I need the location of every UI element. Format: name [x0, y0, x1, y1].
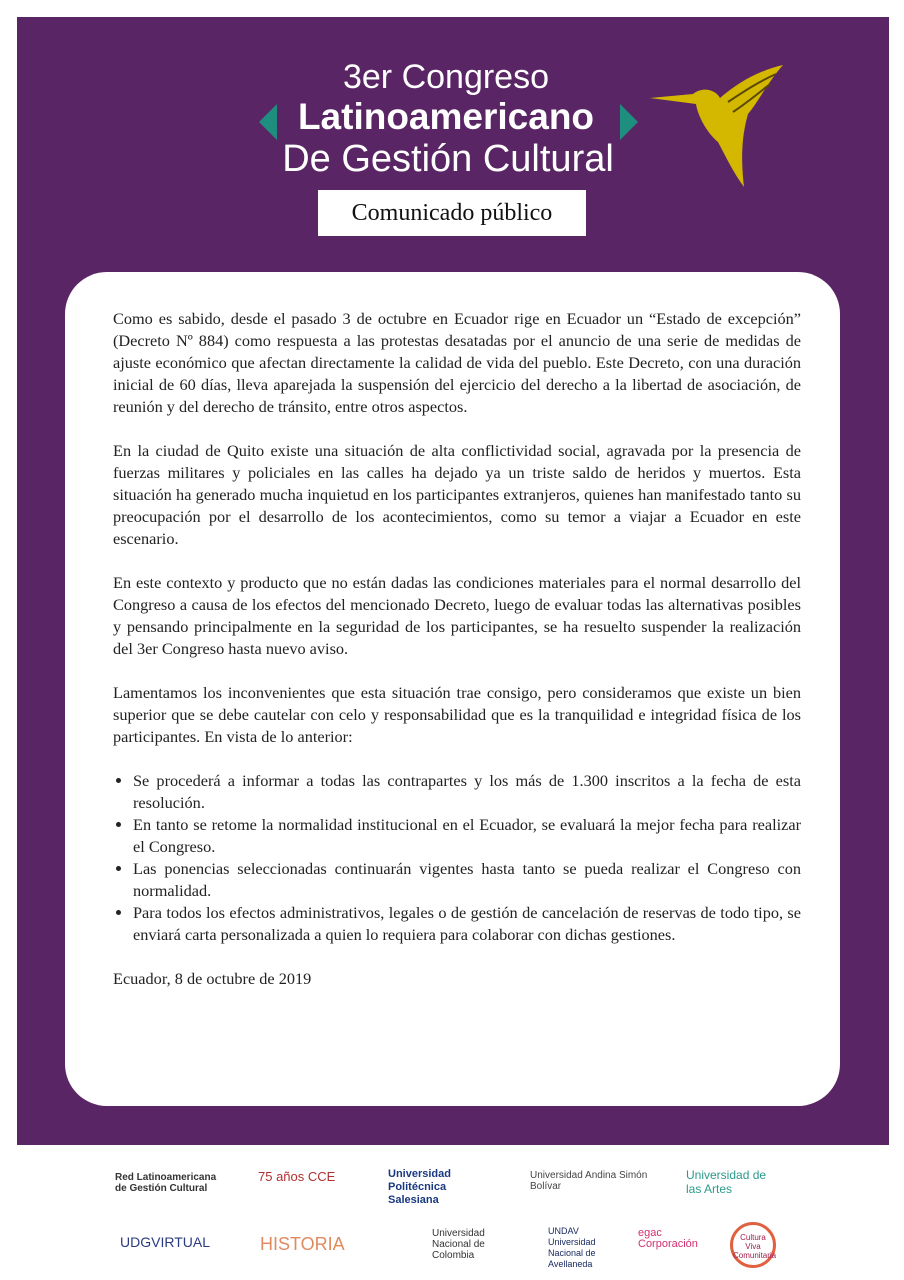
logo-red-gestion-cultural: Red Latinoamericana de Gestión Cultural	[115, 1172, 217, 1194]
subtitle-box: Comunicado público	[318, 190, 586, 236]
logo-cce: 75 años CCE	[258, 1169, 336, 1184]
bullet-list	[133, 770, 801, 946]
logo-undav: UNDAV Universidad Nacional de Avellaneda	[548, 1226, 596, 1269]
left-arrow-icon	[259, 104, 277, 140]
list-item: • En tanto se retome la normalidad institucional en el Ecuador, se evaluará la mejor fecha para realizar el Congreso.	[133, 814, 801, 858]
paragraph: En este contexto y producto que no están dadas las condiciones materiales para el normal desarrollo del Congreso a causa de los efectos del mencionado Decreto, luego de evaluar todas las alternativas posibles y pensando principalmente en la seguridad de los participantes, se ha resuelto suspender la realización del 3er Congreso hasta nuevo aviso.	[113, 573, 801, 658]
paragraph: Lamentamos los inconvenientes que esta situación trae consigo, pero consideramos que existe un bien superior que se debe cautelar con celo y responsabilidad que es la tranquilidad e integridad física de los participantes. En vista de lo anterior:	[113, 683, 801, 746]
signoff: Ecuador, 8 de octubre de 2019	[113, 969, 312, 988]
logo-cultura-viva: Cultura Viva Comunitaria	[730, 1222, 776, 1268]
statement-body	[113, 308, 801, 1012]
paragraph: En la ciudad de Quito existe una situación de alta conflictividad social, agravada por la presencia de fuerzas militares y policiales en las calles ha dejado ya un triste saldo de heridos y muertos. Esta situación ha generado mucha inquietud en los participantes extranjeros, quienes han manifestado tanto su preocupación por el desarrollo de los acontecimientos, como su temor a viajar a Ecuador en este escenario.	[113, 441, 801, 548]
list-item: • Para todos los efectos administrativos, legales o de gestión de cancelación de reservas de todo tipo, se enviará carta personalizada a quien lo requiera para colaborar con dichas gestiones.	[133, 902, 801, 946]
logo-egac: egac Corporación	[638, 1227, 698, 1250]
list-item: • Las ponencias seleccionadas continuarán vigentes hasta tanto se pueda realizar el Congreso con normalidad.	[133, 858, 801, 902]
title-line-1: 3er Congreso	[342, 58, 549, 96]
title-line-3: De Gestión Cultural	[282, 138, 614, 180]
logo-historia: HISTORIA	[260, 1234, 345, 1254]
logo-uartes: Universidad de las Artes	[686, 1168, 767, 1196]
logo-unal: Universidad Nacional de Colombia	[432, 1228, 485, 1261]
logo-andina: Universidad Andina Simón Bolívar	[530, 1170, 648, 1192]
logo-udgvirtual: UDGVIRTUAL	[120, 1234, 210, 1250]
paragraph: Como es sabido, desde el pasado 3 de octubre en Ecuador rige en Ecuador un “Estado de excepción” (Decreto Nº 884) como respuesta a las protestas desatadas por el anuncio de una serie de medidas de ajuste económico que afectan directamente la calidad de vida del pueblo. Este Decreto, con una duración inicial de 60 días, lleva aparejada la suspensión del ejercicio del derecho a la libertad de asociación, de reunión y del derecho de tránsito, entre otros aspectos.	[113, 309, 801, 416]
list-item: • Se procederá a informar a todas las contrapartes y los más de 1.300 inscritos a la fecha de esta resolución.	[133, 770, 801, 814]
hummingbird-icon	[648, 62, 788, 192]
right-arrow-icon	[620, 104, 638, 140]
title-line-2: Latinoamericano	[297, 96, 595, 137]
logo-salesiana: Universidad Politécnica Salesiana	[388, 1168, 451, 1206]
